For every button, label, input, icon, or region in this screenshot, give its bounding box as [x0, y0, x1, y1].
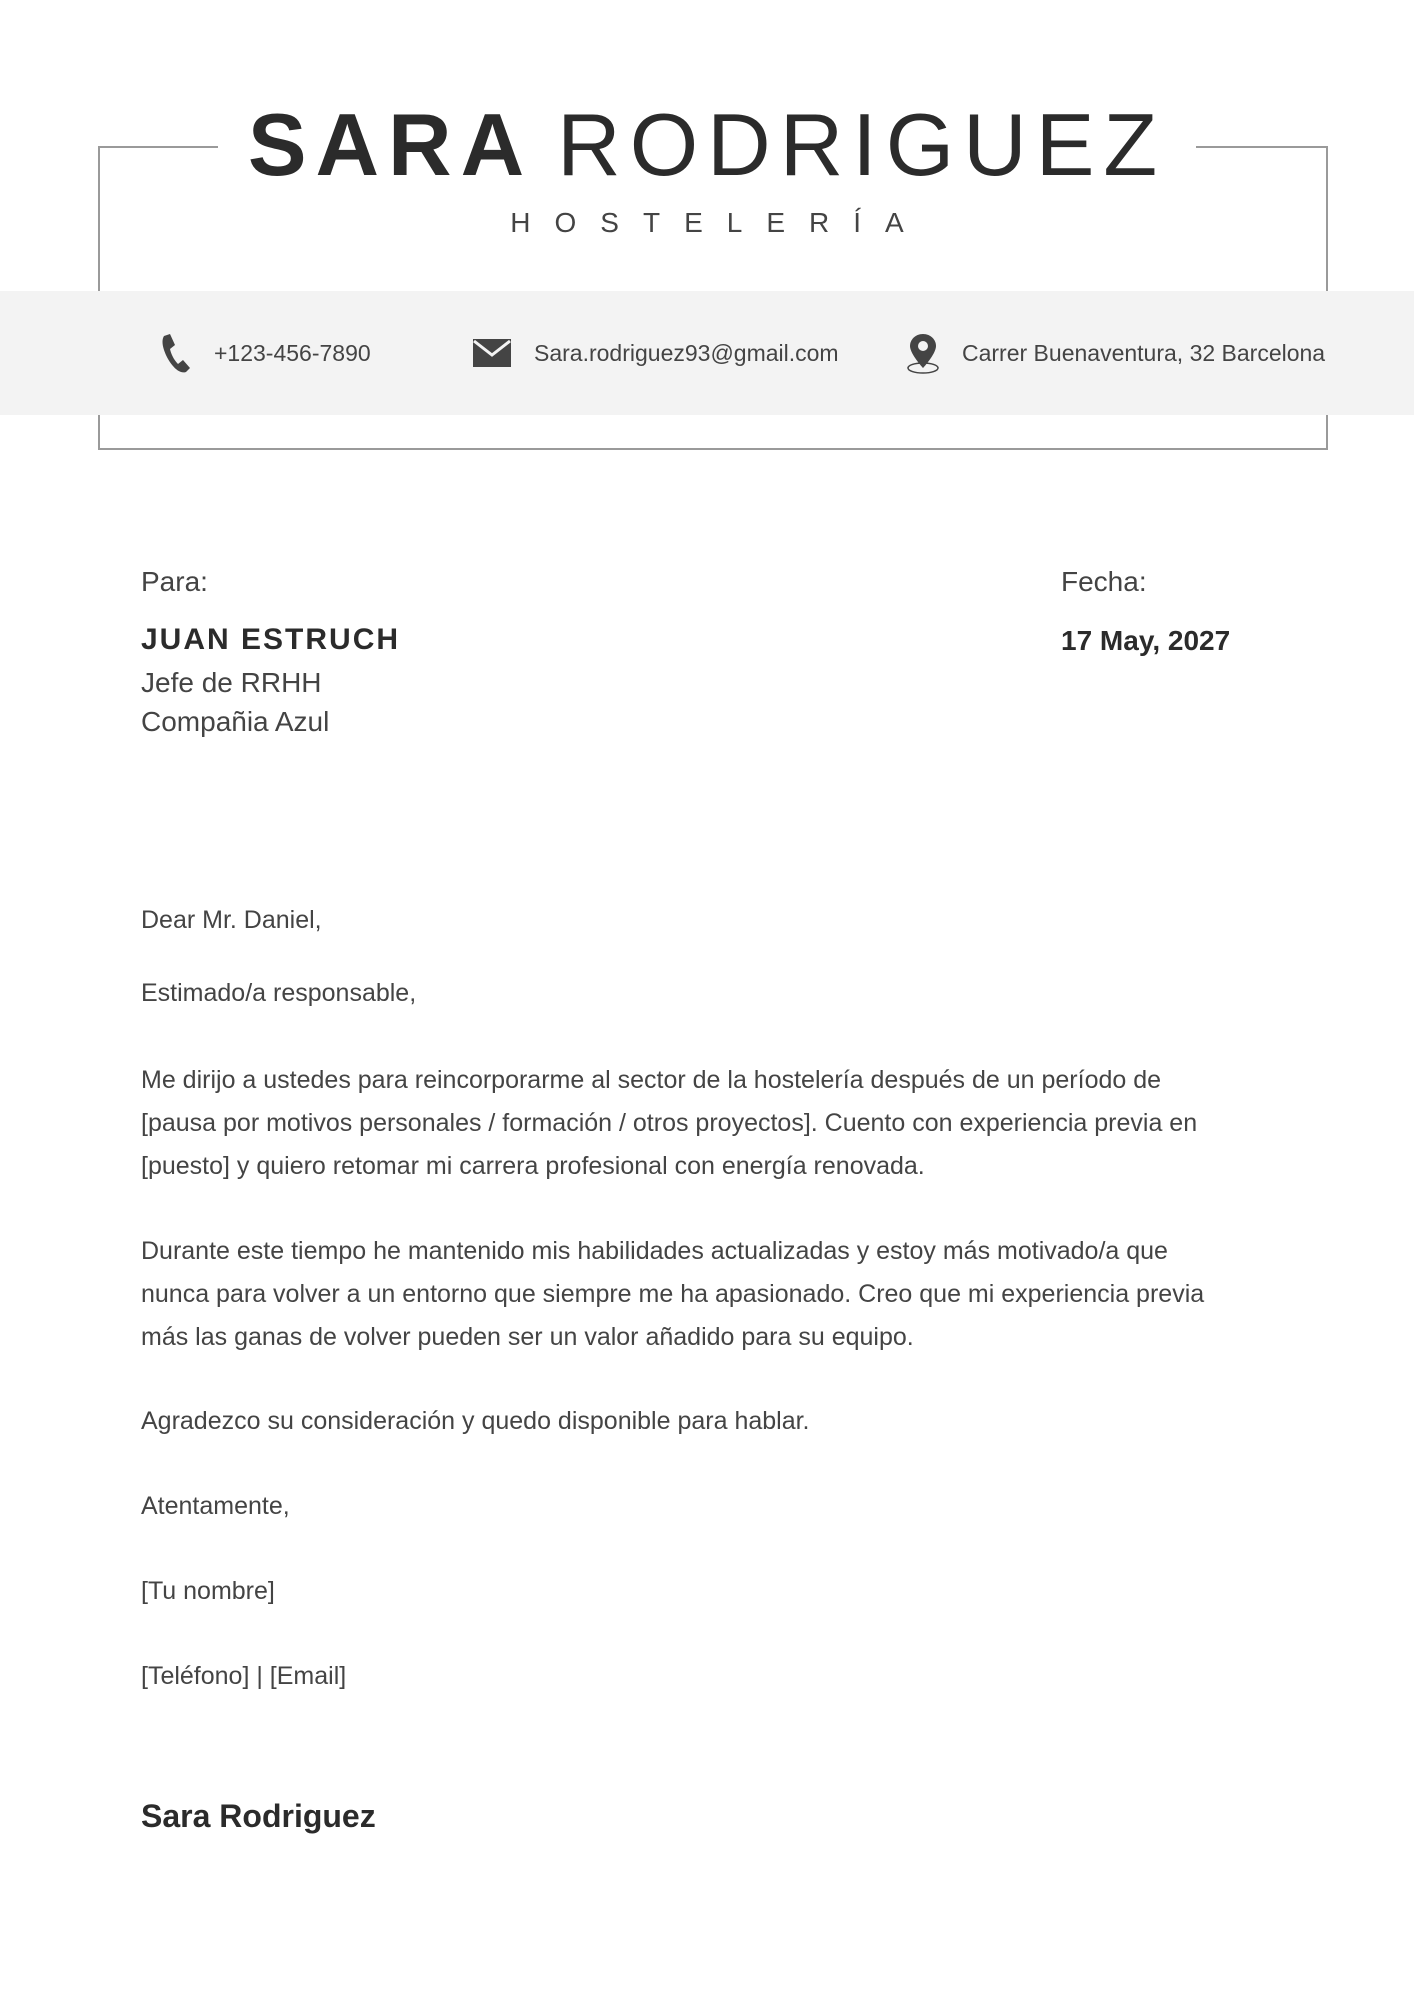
recipient-company: Compañia Azul	[141, 706, 330, 737]
street-address: Carrer Buenaventura, 32 Barcelona	[962, 339, 1326, 366]
closing: Atentamente,	[141, 1492, 290, 1520]
contact-placeholder: [Teléfono] | [Email]	[141, 1662, 347, 1690]
recipient-name: JUAN ESTRUCH	[141, 623, 401, 656]
letter-date: 17 May, 2027	[1061, 625, 1231, 656]
phone-number: +123-456-7890	[214, 339, 371, 366]
recipient-role: Jefe de RRHH	[141, 667, 322, 698]
greeting: Estimado/a responsable,	[141, 979, 417, 1007]
name-placeholder: [Tu nombre]	[141, 1577, 275, 1605]
salutation: Dear Mr. Daniel,	[141, 906, 322, 934]
profession-title: HOSTELERÍA	[510, 207, 928, 238]
body-paragraph-1: Me dirijo a ustedes para reincorporarme al sector de la hostelería después de un período de [pausa por motivos personales / formación / otros proyectos]. Cuento con experiencia previa en [puesto] y quiero retomar mi carrera profesional con energía renovada.	[141, 1066, 1198, 1180]
applicant-first-name: SARA	[247, 95, 534, 194]
contact-email	[472, 291, 839, 415]
contact-phone	[158, 291, 371, 415]
contact-band	[0, 291, 1414, 415]
email-icon	[472, 338, 512, 368]
body-paragraph-2: Durante este tiempo he mantenido mis habilidades actualizadas y estoy más motivado/a que nunca para volver a un entorno que siempre me ha apasionado. Creo que mi experiencia previa más las ganas de volver pueden ser un valor añadido para su equipo.	[141, 1237, 1205, 1351]
body-paragraph-3: Agradezco su consideración y quedo disponible para hablar.	[141, 1407, 810, 1435]
email-address: Sara.rodriguez93@gmail.com	[534, 339, 839, 366]
recipient-label: Para:	[141, 566, 208, 597]
date-label: Fecha:	[1061, 566, 1147, 597]
applicant-name	[0, 95, 1414, 195]
location-pin-icon	[906, 332, 940, 374]
phone-icon	[158, 332, 192, 374]
signature-name: Sara Rodriguez	[141, 1798, 376, 1834]
contact-address	[906, 291, 1325, 415]
applicant-last-name: RODRIGUEZ	[557, 95, 1167, 194]
